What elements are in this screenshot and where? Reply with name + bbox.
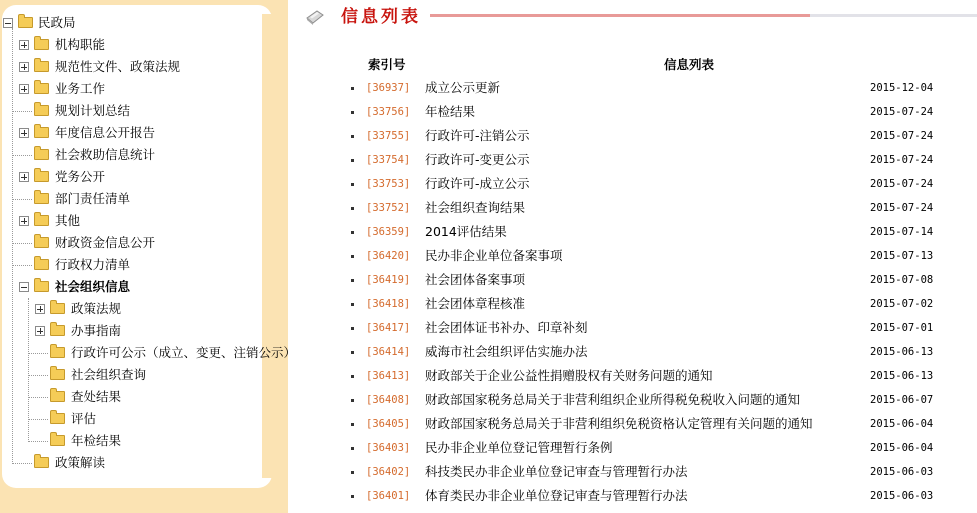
tree-item-label: 财政资金信息公开 bbox=[55, 235, 156, 250]
info-date: 2015-07-02 bbox=[870, 298, 934, 310]
info-title-link[interactable]: 社会团体备案事项 bbox=[425, 272, 526, 287]
column-header-list: 信息列表 bbox=[664, 57, 715, 72]
table-row bbox=[0, 149, 977, 171]
info-title-link[interactable]: 体育类民办非企业单位登记审查与管理暂行办法 bbox=[425, 488, 688, 503]
table-row bbox=[0, 413, 977, 435]
bullet-icon bbox=[351, 159, 354, 162]
tree-item-label: 行政权力清单 bbox=[55, 257, 131, 272]
table-row bbox=[0, 77, 977, 99]
tree-item-label: 行政许可公示（成立、变更、注销公示） bbox=[71, 345, 297, 360]
table-row bbox=[0, 245, 977, 267]
tree-item-label: 社会救助信息统计 bbox=[55, 147, 156, 162]
bullet-icon bbox=[351, 351, 354, 354]
table-row bbox=[0, 293, 977, 315]
info-date: 2015-07-13 bbox=[870, 250, 934, 262]
tree-root-label: 民政局 bbox=[38, 15, 76, 30]
tree-item-label: 规范性文件、政策法规 bbox=[55, 59, 181, 74]
info-title-link[interactable]: 年检结果 bbox=[425, 104, 476, 119]
table-row bbox=[0, 269, 977, 291]
tree-item[interactable] bbox=[0, 34, 280, 56]
info-title-link[interactable]: 社会组织查询结果 bbox=[425, 200, 526, 215]
title-underline bbox=[810, 14, 977, 17]
table-row bbox=[0, 461, 977, 483]
info-date: 2015-06-04 bbox=[870, 442, 934, 454]
tree-item-label: 政策法规 bbox=[71, 301, 122, 316]
index-code: [36414] bbox=[366, 346, 411, 358]
table-row bbox=[0, 341, 977, 363]
index-code: [36413] bbox=[366, 370, 411, 382]
tree-item-label: 年检结果 bbox=[71, 433, 122, 448]
page-title: 信息列表 bbox=[341, 7, 421, 27]
info-date: 2015-07-08 bbox=[870, 274, 934, 286]
info-title-link[interactable]: 财政部关于企业公益性捐赠股权有关财务问题的通知 bbox=[425, 368, 713, 383]
info-date: 2015-06-13 bbox=[870, 370, 934, 382]
table-row bbox=[0, 197, 977, 219]
info-date: 2015-06-07 bbox=[870, 394, 934, 406]
info-date: 2015-07-24 bbox=[870, 178, 934, 190]
info-title-link[interactable]: 行政许可-成立公示 bbox=[425, 176, 530, 191]
tree-item-label: 社会组织信息 bbox=[55, 279, 131, 294]
bullet-icon bbox=[351, 111, 354, 114]
info-title-link[interactable]: 科技类民办非企业单位登记审查与管理暂行办法 bbox=[425, 464, 688, 479]
info-date: 2015-07-24 bbox=[870, 202, 934, 214]
tree-item-label: 政策解读 bbox=[55, 455, 106, 470]
tree-connector-line bbox=[13, 243, 32, 244]
bullet-icon bbox=[351, 423, 354, 426]
folder-icon bbox=[34, 61, 49, 72]
info-title-link[interactable]: 民办非企业单位登记管理暂行条例 bbox=[425, 440, 613, 455]
index-code: [33752] bbox=[366, 202, 411, 214]
info-date: 2015-06-13 bbox=[870, 346, 934, 358]
info-date: 2015-06-04 bbox=[870, 418, 934, 430]
table-row bbox=[0, 221, 977, 243]
index-code: [36408] bbox=[366, 394, 411, 406]
index-code: [36359] bbox=[366, 226, 411, 238]
table-row bbox=[0, 173, 977, 195]
tree-item-label: 机构职能 bbox=[55, 37, 106, 52]
tree-item-label: 年度信息公开报告 bbox=[55, 125, 156, 140]
info-date: 2015-07-24 bbox=[870, 106, 934, 118]
bullet-icon bbox=[351, 207, 354, 210]
index-code: [33753] bbox=[366, 178, 411, 190]
table-row bbox=[0, 365, 977, 387]
info-title-link[interactable]: 财政部国家税务总局关于非营利组织免税资格认定管理有关问题的通知 bbox=[425, 416, 813, 431]
info-date: 2015-07-14 bbox=[870, 226, 934, 238]
info-title-link[interactable]: 社会团体证书补办、印章补刻 bbox=[425, 320, 588, 335]
info-title-link[interactable]: 行政许可-变更公示 bbox=[425, 152, 530, 167]
tree-item-label: 党务公开 bbox=[55, 169, 106, 184]
index-code: [36419] bbox=[366, 274, 411, 286]
bullet-icon bbox=[351, 183, 354, 186]
info-title-link[interactable]: 社会团体章程核准 bbox=[425, 296, 526, 311]
expand-icon[interactable] bbox=[19, 40, 29, 50]
bullet-icon bbox=[351, 495, 354, 498]
info-title-link[interactable]: 2014评估结果 bbox=[425, 224, 507, 239]
info-title-link[interactable]: 成立公示更新 bbox=[425, 80, 501, 95]
bullet-icon bbox=[351, 327, 354, 330]
tree-item-label: 其他 bbox=[55, 213, 81, 228]
tree-item[interactable] bbox=[0, 56, 280, 78]
index-code: [36401] bbox=[366, 490, 411, 502]
index-code: [33754] bbox=[366, 154, 411, 166]
info-title-link[interactable]: 财政部国家税务总局关于非营利组织企业所得税免税收入问题的通知 bbox=[425, 392, 801, 407]
info-date: 2015-06-03 bbox=[870, 466, 934, 478]
bullet-icon bbox=[351, 87, 354, 90]
bullet-icon bbox=[351, 447, 354, 450]
expand-icon[interactable] bbox=[19, 62, 29, 72]
table-row bbox=[0, 317, 977, 339]
info-title-link[interactable]: 行政许可-注销公示 bbox=[425, 128, 530, 143]
table-row bbox=[0, 437, 977, 459]
index-code: [36937] bbox=[366, 82, 411, 94]
tree-item-label: 部门责任清单 bbox=[55, 191, 131, 206]
tree-item-label: 业务工作 bbox=[55, 81, 106, 96]
info-title-link[interactable]: 威海市社会组织评估实施办法 bbox=[425, 344, 588, 359]
bullet-icon bbox=[351, 231, 354, 234]
folder-open-icon bbox=[18, 17, 33, 28]
tree-item-label: 社会组织查询 bbox=[71, 367, 147, 382]
index-code: [36417] bbox=[366, 322, 411, 334]
bullet-icon bbox=[351, 279, 354, 282]
info-date: 2015-07-01 bbox=[870, 322, 934, 334]
collapse-icon[interactable] bbox=[3, 18, 13, 28]
index-code: [36405] bbox=[366, 418, 411, 430]
index-code: [36420] bbox=[366, 250, 411, 262]
title-underline bbox=[430, 14, 810, 17]
index-code: [36402] bbox=[366, 466, 411, 478]
tree-item-label: 规划计划总结 bbox=[55, 103, 131, 118]
bullet-icon bbox=[351, 135, 354, 138]
table-row bbox=[0, 125, 977, 147]
info-title-link[interactable]: 民办非企业单位备案事项 bbox=[425, 248, 563, 263]
tree-root[interactable] bbox=[0, 12, 240, 34]
bullet-icon bbox=[351, 471, 354, 474]
bullet-icon bbox=[351, 375, 354, 378]
bullet-icon bbox=[351, 399, 354, 402]
info-date: 2015-07-24 bbox=[870, 130, 934, 142]
info-date: 2015-12-04 bbox=[870, 82, 934, 94]
index-code: [33756] bbox=[366, 106, 411, 118]
bullet-icon bbox=[351, 303, 354, 306]
table-row bbox=[0, 101, 977, 123]
folder-icon bbox=[34, 39, 49, 50]
index-code: [33755] bbox=[366, 130, 411, 142]
document-icon bbox=[306, 9, 324, 25]
index-code: [36418] bbox=[366, 298, 411, 310]
column-header-index: 索引号 bbox=[368, 57, 406, 72]
tree-item-label: 评估 bbox=[71, 411, 97, 426]
info-date: 2015-07-24 bbox=[870, 154, 934, 166]
bullet-icon bbox=[351, 255, 354, 258]
index-code: [36403] bbox=[366, 442, 411, 454]
table-row bbox=[0, 485, 977, 507]
table-row bbox=[0, 389, 977, 411]
tree-item-label: 查处结果 bbox=[71, 389, 122, 404]
tree-item-label: 办事指南 bbox=[71, 323, 122, 338]
info-date: 2015-06-03 bbox=[870, 490, 934, 502]
